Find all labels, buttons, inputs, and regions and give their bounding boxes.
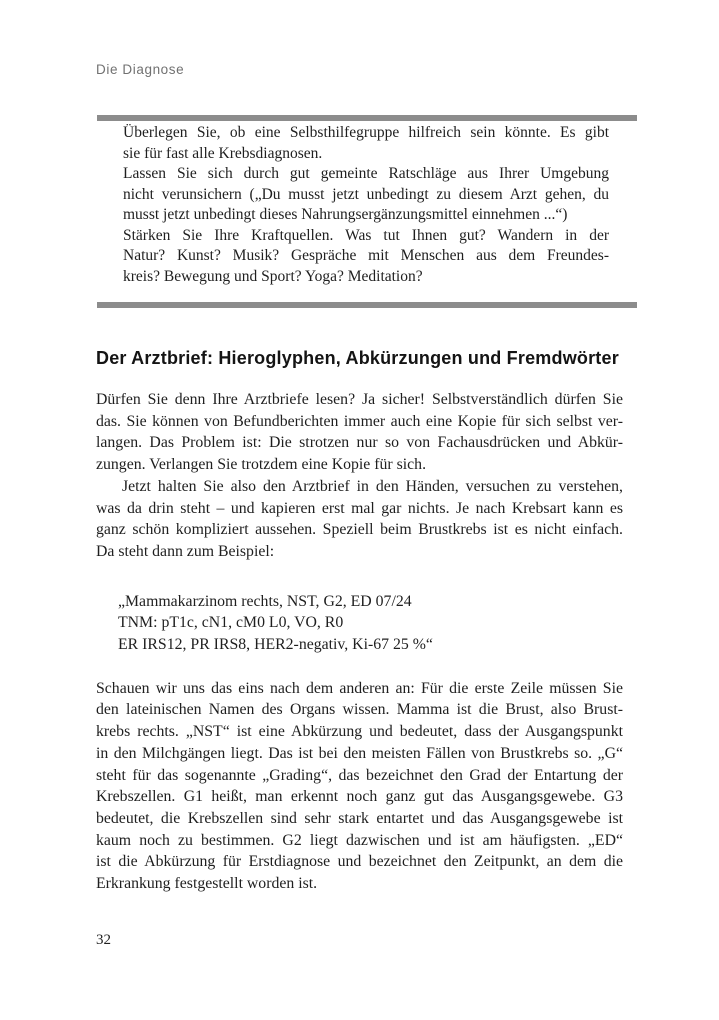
- infobox-line: musst jetzt unbedingt dieses Nahrungsergänzungsmittel einnehmen ...“): [123, 206, 568, 223]
- quote-line: ER IRS12, PR IRS8, HER2-negativ, Ki-67 25 %“: [118, 636, 433, 654]
- text-line: zungen. Verlangen Sie trotzdem eine Kopie für sich.: [96, 456, 427, 474]
- infobox: [123, 123, 609, 287]
- running-header: Die Diagnose: [96, 62, 185, 77]
- infobox-line: Natur? Kunst? Musik? Gespräche mit Menschen aus dem Freundes-: [123, 247, 609, 264]
- text-line: Schauen wir uns das eins nach dem anderen an: Für die erste Zeile müssen Sie: [96, 679, 623, 697]
- paragraph-1: [96, 389, 623, 476]
- text-line: krebs rechts. „NST“ ist eine Abkürzung und bedeutet, dass der Ausgangspunkt: [96, 723, 623, 741]
- infobox-line: Überlegen Sie, ob eine Selbsthilfegruppe hilfreich sein könnte. Es gibt: [123, 124, 609, 141]
- text-line: was da drin steht – und kapieren erst mal gar nichts. Je nach Krebsart kann es: [96, 499, 623, 517]
- text-line: ist die Abkürzung für Erstdiagnose und bezeichnet den Zeitpunkt, an dem die: [96, 853, 623, 871]
- text-line: Krebszellen. G1 heißt, man erkennt noch ganz gut das Ausgangsgewebe. G3: [96, 788, 623, 806]
- infobox-line: Lassen Sie sich durch gut gemeinte Ratschläge aus Ihrer Umgebung: [123, 165, 609, 182]
- text-line: langen. Das Problem ist: Die strotzen nur so von Fachausdrücken und Abkür-: [96, 434, 623, 452]
- text-line: Dürfen Sie denn Ihre Arztbriefe lesen? Ja sicher! Selbstverständlich dürfen Sie: [96, 391, 623, 408]
- body-text: [96, 389, 623, 895]
- text-line: Da steht dann zum Beispiel:: [96, 542, 275, 560]
- infobox-bottom-rule: [97, 302, 637, 308]
- text-line: steht für das sogenannte „Grading“, das bezeichnet den Grad der Entartung der: [96, 766, 623, 784]
- infobox-top-rule: [97, 115, 637, 121]
- text-line: Jetzt halten Sie also den Arztbrief in den Händen, versuchen zu verstehen,: [122, 477, 623, 495]
- infobox-line: kreis? Bewegung und Sport? Yoga? Meditation?: [123, 267, 423, 285]
- text-line: ganz schön kompliziert aussehen. Speziell beim Brustkrebs ist es nicht einfach.: [96, 521, 623, 539]
- section-heading: Der Arztbrief: Hieroglyphen, Abkürzungen und Fremdwörter: [96, 348, 619, 368]
- text-line: das. Sie können von Befundberichten immer auch eine Kopie für sich selbst ver-: [96, 412, 623, 430]
- infobox-line: sie für fast alle Krebsdiagnosen.: [123, 144, 323, 162]
- text-line: bedeutet, die Krebszellen sind sehr stark entartet und das Ausgangsgewebe ist: [96, 809, 623, 827]
- text-line: den lateinischen Namen des Organs wissen. Mamma ist die Brust, also Brust-: [96, 701, 623, 719]
- infobox-line: nicht verunsichern („Du musst jetzt unbedingt zu diesem Arzt gehen, du: [123, 185, 609, 203]
- infobox-line: Stärken Sie Ihre Kraftquellen. Was tut Ihnen gut? Wandern in der: [123, 226, 609, 244]
- text-line: in den Milchgängen liegt. Das ist bei den meisten Fällen von Brustkrebs so. „G“: [96, 744, 623, 762]
- paragraph-2: [96, 476, 623, 563]
- blockquote-doctor-letter: [118, 591, 623, 656]
- paragraph-3: [96, 678, 623, 895]
- quote-line: TNM: pT1c, cN1, cM0 L0, VO, R0: [118, 614, 344, 632]
- quote-line: „Mammakarzinom rechts, NST, G2, ED 07/24: [118, 592, 412, 610]
- page-number: 32: [96, 932, 111, 948]
- text-line: kaum noch zu bestimmen. G2 liegt dazwischen und ist am häufigsten. „ED“: [96, 831, 623, 849]
- text-line: Erkrankung festgestellt worden ist.: [96, 875, 318, 893]
